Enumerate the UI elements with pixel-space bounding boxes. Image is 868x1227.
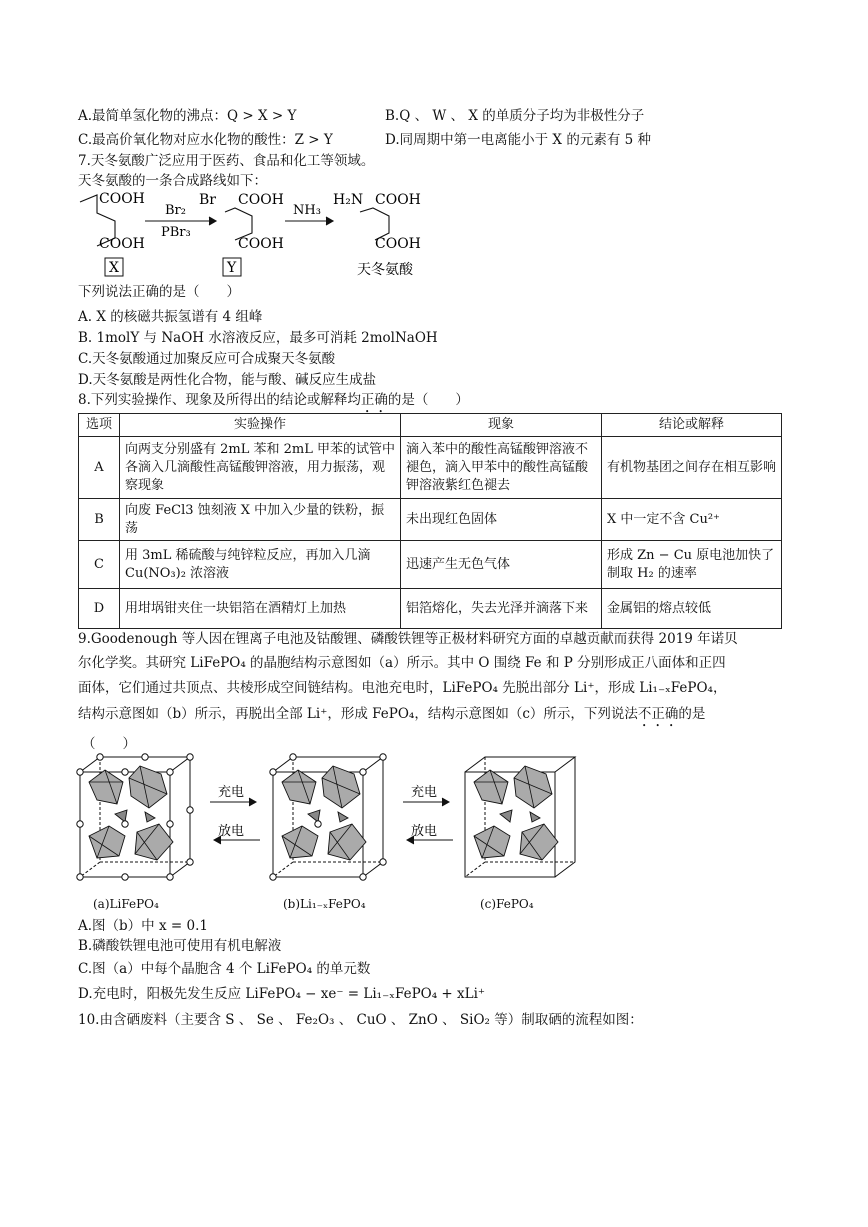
table-row	[79, 437, 782, 499]
arrow-label-charge-1: 充电	[218, 785, 245, 800]
row-d-option: D	[79, 589, 120, 629]
product-cooh-bottom: COOH	[375, 236, 421, 252]
q8-stem-pre: 8.下列实验操作、现象及所得出的结论或解释均	[78, 392, 361, 408]
header-option: 选项	[79, 414, 120, 437]
header-conclusion: 结论或解释	[602, 414, 782, 437]
q6-option-a: A.最简单氢化物的沸点：Q > X > Y	[78, 108, 297, 124]
q9-line-4	[78, 705, 705, 730]
table-header-row	[79, 414, 782, 437]
y-br: Br	[199, 192, 216, 208]
q9-line-4-pre: 结构示意图如（b）所示，再脱出全部 Li⁺，形成 FePO₄，结构示意图如（c）所示，下列说法	[78, 706, 638, 722]
row-d-conclusion: 金属铝的熔点较低	[602, 589, 782, 629]
product-name: 天冬氨酸	[357, 262, 413, 278]
q8-stem-emphasis: 正确	[360, 392, 388, 408]
q7-option-d: D.天冬氨酸是两性化合物，能与酸、碱反应生成盐	[78, 372, 377, 388]
caption-b: (b)Li₁₋ₓFePO₄	[283, 897, 366, 911]
q7-option-b: B. 1molY 与 NaOH 水溶液反应，最多可消耗 2molNaOH	[78, 330, 438, 346]
caption-c: (c)FePO₄	[480, 897, 534, 911]
row-a-operation: 向两支分别盛有 2mL 苯和 2mL 甲苯的试管中各滴入几滴酸性高锰酸钾溶液，用力振荡，观察现象	[120, 437, 401, 499]
row-b-phenomenon: 未出现红色固体	[401, 499, 602, 541]
q7-question: 下列说法正确的是（ ）	[78, 284, 240, 300]
product-cooh-top: COOH	[375, 192, 421, 208]
crystal-structure-figure	[75, 752, 585, 887]
table-row	[79, 499, 782, 541]
reagent-br2: Br₂	[165, 203, 186, 218]
synthesis-route-diagram	[75, 188, 495, 280]
row-c-operation: 用 3mL 稀硫酸与纯锌粒反应，再加入几滴 Cu(NO₃)₂ 浓溶液	[120, 541, 401, 589]
q7-option-a: A. X 的核磁共振氢谱有 4 组峰	[78, 309, 263, 325]
q6-option-d: D.同周期中第一电离能小于 X 的元素有 5 种	[385, 132, 651, 148]
row-a-option: A	[79, 437, 120, 499]
q6-option-c: C.最高价氧化物对应水化物的酸性：Z > Y	[78, 132, 333, 148]
product-h2n: H₂N	[333, 192, 364, 208]
q8-stem-post: 的是（ ）	[387, 392, 469, 408]
q10-stem: 10.由含硒废料（主要含 S 、 Se 、 Fe₂O₃ 、 CuO 、 ZnO 、 SiO₂ 等）制取硒的流程如图：	[78, 1012, 643, 1028]
label-x: X	[109, 260, 119, 276]
row-d-phenomenon: 铝箔熔化，失去光泽并滴落下来	[401, 589, 602, 629]
q9-option-b: B.磷酸铁锂电池可使用有机电解液	[78, 938, 282, 954]
reagent-pbr3: PBr₃	[161, 225, 191, 240]
q6-option-b: B.Q 、 W 、 X 的单质分子均为非极性分子	[385, 108, 645, 124]
label-y: Y	[227, 260, 237, 276]
arrow-label-discharge-1: 放电	[218, 824, 245, 839]
row-b-conclusion: X 中一定不含 Cu²⁺	[602, 499, 782, 541]
x-cooh-top: COOH	[99, 191, 145, 207]
row-d-operation: 用坩埚钳夹住一块铝箔在酒精灯上加热	[120, 589, 401, 629]
experiment-table	[78, 413, 782, 629]
caption-a: (a)LiFePO₄	[93, 897, 159, 911]
row-a-conclusion: 有机物基团之间存在相互影响	[602, 437, 782, 499]
x-cooh-bottom: COOH	[99, 236, 145, 252]
row-c-conclusion: 形成 Zn − Cu 原电池加快了制取 H₂ 的速率	[602, 541, 782, 589]
row-b-operation: 向废 FeCl3 蚀刻液 X 中加入少量的铁粉，振荡	[120, 499, 401, 541]
arrow-label-charge-2: 充电	[411, 785, 438, 800]
row-a-phenomenon: 滴入苯中的酸性高锰酸钾溶液不褪色，滴入甲苯中的酸性高锰酸钾溶液紫红色褪去	[401, 437, 602, 499]
q9-line-1: 9.Goodenough 等人因在锂离子电池及钴酸锂、磷酸铁锂等正极材料研究方面的卓越贡献而获得 2019 年诺贝	[78, 631, 738, 647]
q7-stem-1: 7.天冬氨酸广泛应用于医药、食品和化工等领域。	[78, 153, 375, 169]
q9-answer-paren: （ ）	[82, 736, 136, 752]
header-operation: 实验操作	[120, 414, 401, 437]
q9-option-d: D.充电时，阳极先发生反应 LiFePO₄ − xe⁻ = Li₁₋ₓFePO₄ + xLi⁺	[78, 986, 486, 1002]
q9-option-c: C.图（a）中每个晶胞含 4 个 LiFePO₄ 的单元数	[78, 961, 371, 977]
row-c-option: C	[79, 541, 120, 589]
q9-line-3: 面体，它们通过共顶点、共棱形成空间链结构。电池充电时，LiFePO₄ 先脱出部分 Li⁺，形成 Li₁₋ₓFePO₄，	[78, 680, 727, 696]
reagent-nh3: NH₃	[293, 203, 321, 218]
row-c-phenomenon: 迅速产生无色气体	[401, 541, 602, 589]
q9-option-a: A.图（b）中 x = 0.1	[78, 918, 208, 934]
y-cooh-top: COOH	[238, 192, 284, 208]
row-b-option: B	[79, 499, 120, 541]
q9-line-2: 尔化学奖。其研究 LiFePO₄ 的晶胞结构示意图如（a）所示。其中 O 围绕 Fe 和 P 分别形成正八面体和正四	[78, 655, 726, 671]
q9-line-4-emphasis: 不正确	[637, 706, 679, 722]
table-row	[79, 541, 782, 589]
arrow-label-discharge-2: 放电	[411, 824, 438, 839]
q9-line-4-post: 的是	[678, 706, 706, 722]
y-cooh-bottom: COOH	[238, 236, 284, 252]
table-row	[79, 589, 782, 629]
header-phenomenon: 现象	[401, 414, 602, 437]
q7-option-c: C.天冬氨酸通过加聚反应可合成聚天冬氨酸	[78, 351, 336, 367]
q7-stem-2: 天冬氨酸的一条合成路线如下：	[78, 173, 267, 189]
